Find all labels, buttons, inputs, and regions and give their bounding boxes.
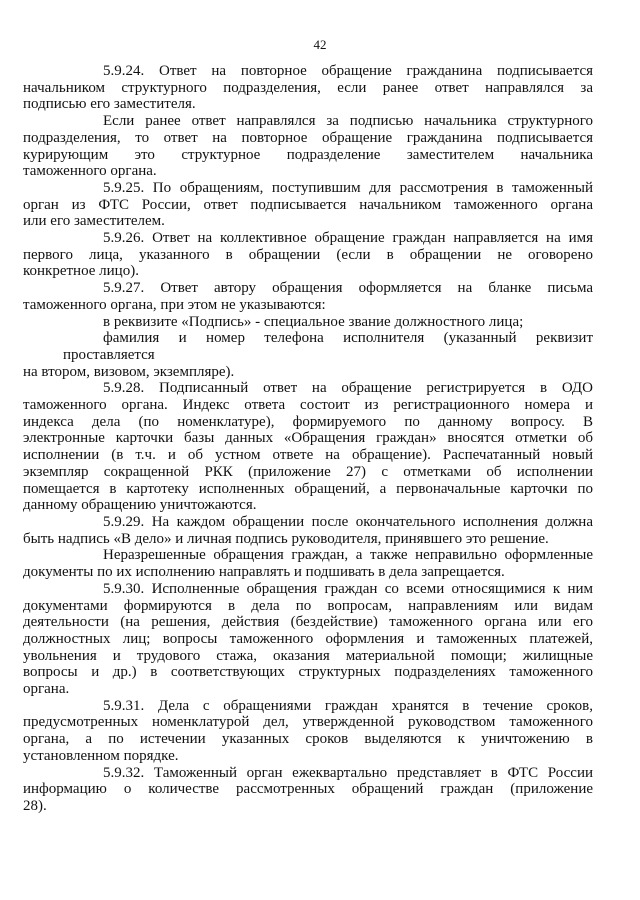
text-line: увольнения и трудового стажа, оказания материальной помощи; жилищные (23, 647, 593, 664)
text-line: на втором, визовом, экземпляре). (23, 363, 235, 380)
text-line: орган из ФТС России, ответ подписывается начальником таможенного органа (23, 196, 593, 213)
text-line: документы по их исполнению направлять и подшивать в дела запрещается. (23, 564, 505, 581)
text-line: или его заместителем. (23, 213, 165, 230)
paragraph-5-9-24-cont (23, 113, 593, 180)
text-line: установленном порядке. (23, 747, 179, 764)
text-line: 5.9.28. Подписанный ответ на обращение регистрируется в ОДО (103, 380, 593, 397)
paragraph-5-9-27-a (63, 314, 593, 331)
text-line: таможенного органа. (23, 163, 157, 180)
text-line: фамилия и номер телефона исполнителя (указанный реквизит проставляется (63, 330, 593, 363)
text-line: первого лица, указанного в обращении (если в обращении не оговорено (23, 246, 593, 263)
text-line: индекса дела (по номенклатуре), формируемого по данному вопросу. В (23, 413, 593, 430)
paragraph-5-9-25 (23, 179, 593, 230)
text-line: 5.9.24. Ответ на повторное обращение гражданина подписывается (103, 63, 593, 79)
text-line: быть надпись «В дело» и личная подпись руководителя, принявшего это решение. (23, 530, 549, 547)
text-line: органа, а по истечении указанных сроков выделяются к уничтожению в (23, 731, 593, 748)
text-line: Неразрешенные обращения граждан, а также неправильно оформленные (103, 547, 593, 564)
paragraph-5-9-28 (23, 380, 593, 514)
paragraph-5-9-32 (23, 764, 593, 815)
paragraph-5-9-27-b (23, 330, 593, 380)
paragraph-5-9-29-cont (23, 547, 593, 581)
text-line: 5.9.32. Таможенный орган ежеквартально представляет в ФТС России (103, 764, 593, 781)
text-line: помещается в картотеку исполненных обращений, а первоначальные карточки по (23, 480, 593, 497)
paragraph-5-9-24 (23, 63, 593, 113)
text-line: экземпляр сокращенной РКК (приложение 27) с отметками об исполнении (23, 463, 593, 480)
text-line: 5.9.30. Исполненные обращения граждан со всеми относящимися к ним (103, 580, 593, 597)
document-body (23, 63, 593, 815)
text-line: деятельности (на решения, действия (бездействие) таможенного органа или его (23, 614, 593, 631)
text-line: информацию о количестве рассмотренных обращений граждан (приложение (23, 781, 593, 798)
paragraph-5-9-30 (23, 580, 593, 698)
text-line: данному обращению уничтожаются. (23, 497, 257, 514)
text-line: 5.9.29. На каждом обращении после окончательного исполнения должна (103, 513, 593, 530)
text-line: предусмотренных номенклатурой дел, утвержденной руководством таможенного (23, 714, 593, 731)
text-line: курирующим это структурное подразделение заместителем начальника (23, 146, 593, 163)
text-line: 5.9.25. По обращениям, поступившим для рассмотрения в таможенный (103, 179, 593, 196)
text-line: таможенного органа, при этом не указываются: (23, 296, 326, 313)
text-line: документами формируются в дела по вопросам, направлениям или видам (23, 597, 593, 614)
text-line: 5.9.27. Ответ автору обращения оформляется на бланке письма (103, 280, 593, 297)
text-line: исполнении (в т.ч. и об устном ответе на обращение). Распечатанный новый (23, 447, 593, 464)
page-number: 42 (313, 37, 327, 52)
text-line: в реквизите «Подпись» - специальное звание должностного лица; (103, 313, 524, 330)
text-line: подразделения, то ответ на повторное обращение гражданина подписывается (23, 129, 593, 146)
text-line: органа. (23, 681, 70, 698)
text-line: таможенного органа. Индекс ответа состоит из регистрационного номера и (23, 397, 593, 414)
text-line: 5.9.26. Ответ на коллективное обращение граждан направляется на имя (103, 230, 593, 247)
text-line: 5.9.31. Дела с обращениями граждан хранятся в течение сроков, (103, 697, 593, 714)
text-line: Если ранее ответ направлялся за подписью начальника структурного (103, 113, 593, 130)
text-line: 28). (23, 797, 47, 814)
text-line: вопросы и др.) в соответствующих структурных подразделениях таможенного (23, 664, 593, 681)
paragraph-5-9-29 (23, 513, 593, 547)
text-line: конкретное лицо). (23, 263, 139, 280)
text-line: должностных лиц; вопросы таможенного оформления и таможенных платежей, (23, 630, 593, 647)
text-line: начальником структурного подразделения, если ранее ответ направлялся за (23, 79, 593, 96)
text-line: электронные карточки базы данных «Обращения граждан» вносятся отметки об (23, 430, 593, 447)
paragraph-5-9-27 (23, 280, 593, 313)
paragraph-5-9-31 (23, 697, 593, 765)
text-line: подписью его заместителя. (23, 96, 196, 113)
paragraph-5-9-26 (23, 230, 593, 280)
